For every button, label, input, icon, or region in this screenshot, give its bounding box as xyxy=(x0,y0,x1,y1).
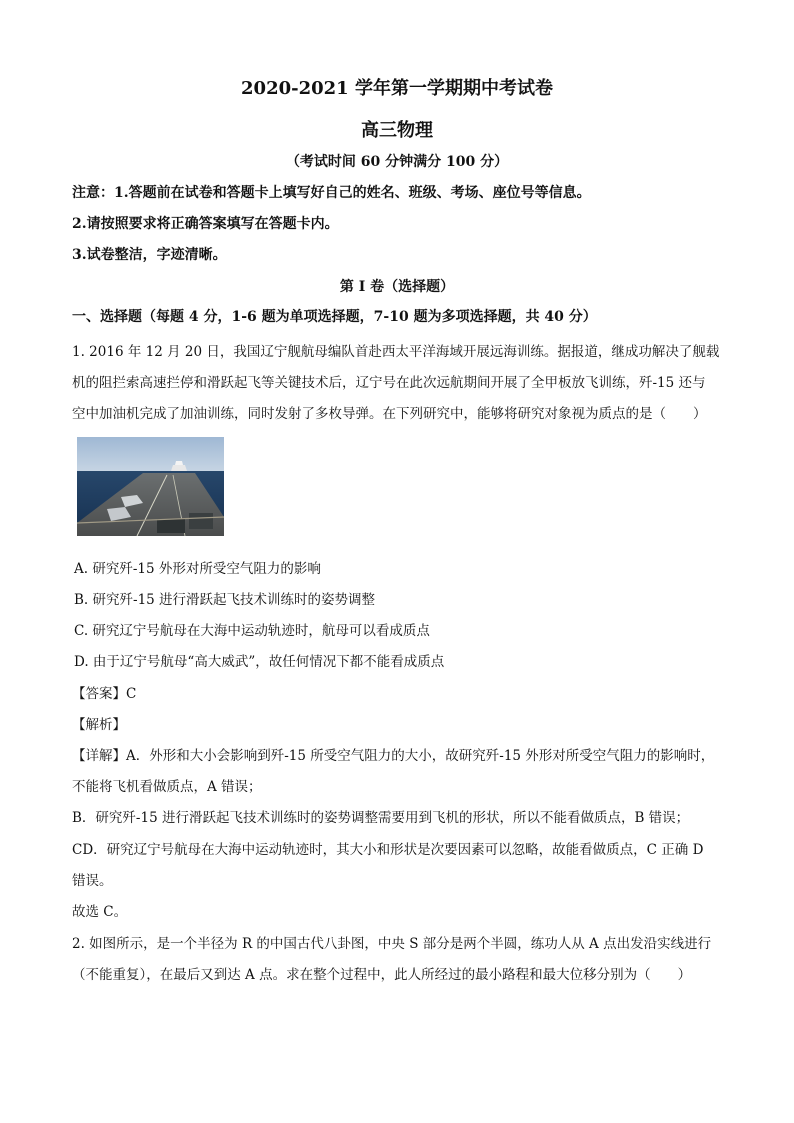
exam-info: （考试时间 60 分钟满分 100 分） xyxy=(285,154,509,170)
answer-label: 【答案】C xyxy=(72,686,137,702)
note-1: 注意：1.答题前在试卷和答题卡上填写好自己的姓名、班级、考场、座位号等信息。 xyxy=(72,185,591,201)
page-title: 2020-2021 学年第一学期期中考试卷 xyxy=(241,78,553,99)
volume-heading: 第 I 卷（选择题） xyxy=(339,279,455,295)
question-2-line-1: 2. 如图所示，是一个半径为 R 的中国古代八卦图，中央 S 部分是两个半圆，练功人从 A 点出发沿实线进行 xyxy=(72,936,712,952)
aircraft-carrier-photo xyxy=(77,437,224,536)
explanation-line-6: 故选 C。 xyxy=(72,904,128,920)
question-2-line-2: （不能重复），在最后又到达 A 点。求在整个过程中，此人所经过的最小路程和最大位移分别为（ ） xyxy=(72,967,692,983)
note-3: 3.试卷整洁，字迹清晰。 xyxy=(72,247,227,263)
explanation-line-5: 错误。 xyxy=(72,873,113,889)
analysis-label: 【解析】 xyxy=(72,717,126,733)
option-a: A. 研究歼-15 外形对所受空气阻力的影响 xyxy=(74,561,321,577)
explanation-line-1: 【详解】A．外形和大小会影响到歼-15 所受空气阻力的大小，故研究歼-15 外形对所受空气阻力的影响时， xyxy=(72,748,715,764)
question-1-line-2: 机的阻拦索高速拦停和滑跃起飞等关键技术后，辽宁号在此次远航期间开展了全甲板放飞训练，歼-15 还与 xyxy=(72,375,706,391)
explanation-line-3: B．研究歼-15 进行滑跃起飞技术训练时的姿势调整需要用到飞机的形状，所以不能看做质点，B 错误； xyxy=(72,810,690,826)
option-d: D. 由于辽宁号航母“高大威武”，故任何情况下都不能看成质点 xyxy=(74,654,445,670)
subject-title: 高三物理 xyxy=(361,120,433,141)
explanation-line-4: CD．研究辽宁号航母在大海中运动轨迹时，其大小和形状是次要因素可以忽略，故能看做质点，C 正确 D xyxy=(72,842,704,858)
explanation-line-2: 不能将飞机看做质点，A 错误； xyxy=(72,779,262,795)
note-2: 2.请按照要求将正确答案填写在答题卡内。 xyxy=(72,216,339,232)
aircraft-carrier-image xyxy=(77,437,224,536)
question-1-line-1: 1. 2016 年 12 月 20 日，我国辽宁舰航母编队首赴西太平洋海域开展远海训练。据报道，继成功解决了舰载 xyxy=(72,344,720,360)
option-b: B. 研究歼-15 进行滑跃起飞技术训练时的姿势调整 xyxy=(74,592,376,608)
option-c: C. 研究辽宁号航母在大海中运动轨迹时，航母可以看成质点 xyxy=(74,623,430,639)
question-1-line-3: 空中加油机完成了加油训练，同时发射了多枚导弹。在下列研究中，能够将研究对象视为质点的是（ ） xyxy=(72,406,707,422)
section-heading: 一、选择题（每题 4 分，1-6 题为单项选择题，7-10 题为多项选择题，共 40 分） xyxy=(72,309,597,325)
